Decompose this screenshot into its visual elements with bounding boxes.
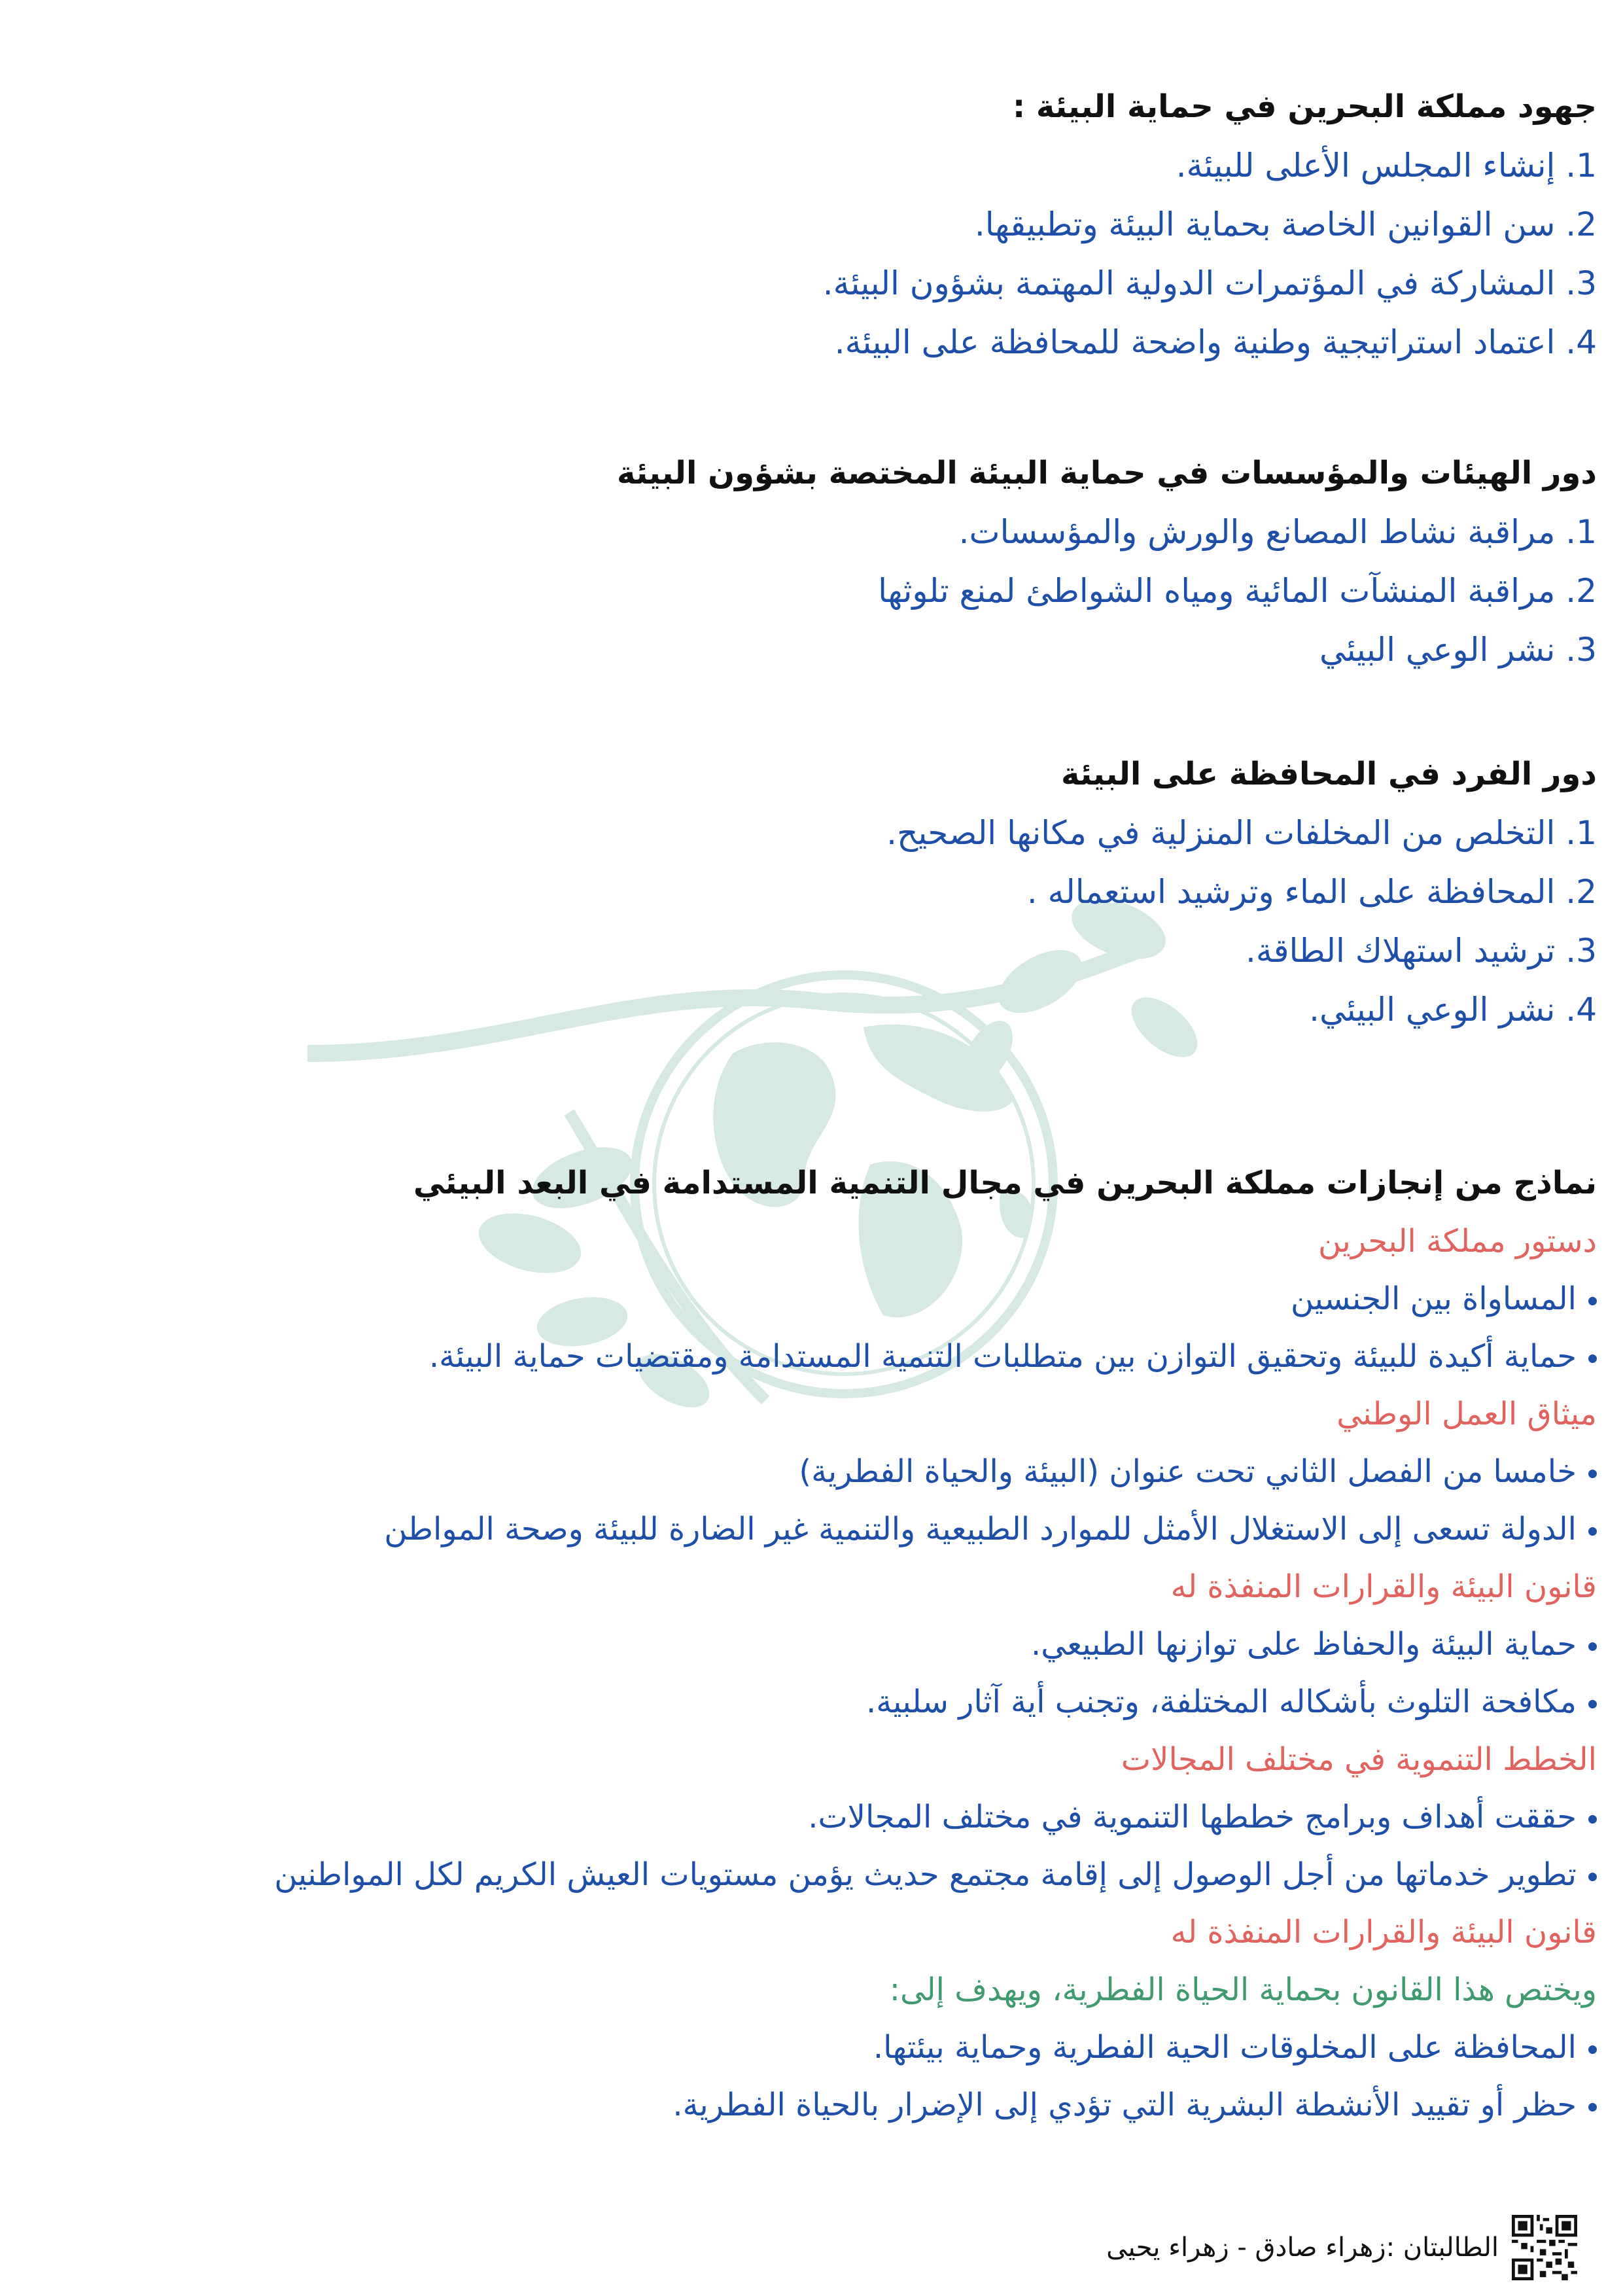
group-title: قانون البيئة والقرارات المنفذة له [1170, 1568, 1597, 1605]
section-heading: جهود مملكة البحرين في حماية البيئة : [1012, 88, 1597, 125]
list-item: 1. مراقبة نشاط المصانع والورش والمؤسسات. [958, 513, 1597, 551]
bullet-icon [1588, 1527, 1597, 1536]
section-bahrain-efforts [105, 77, 1597, 372]
bullet-icon [1588, 1297, 1597, 1305]
section-heading: دور الفرد في المحافظة على البيئة [1060, 756, 1597, 792]
section-institutions-role [105, 444, 1597, 679]
bullet-item [105, 1443, 1597, 1500]
bullet-item [105, 1270, 1597, 1328]
group-title: ميثاق العمل الوطني [1336, 1396, 1597, 1432]
bullet-text: حماية أكيدة للبيئة وتحقيق التوازن بين متطلبات التنمية المستدامة ومقتضيات حماية البيئة. [428, 1338, 1577, 1375]
list-item: 2. سن القوانين الخاصة بحماية البيئة وتطبيقها. [974, 205, 1597, 243]
list-item: 2. المحافظة على الماء وترشيد استعماله . [1026, 873, 1597, 911]
bullet-text: مكافحة التلوث بأشكاله المختلفة، وتجنب أية آثار سلبية. [865, 1684, 1577, 1720]
bullet-item [105, 1500, 1597, 1558]
list-item: 3. ترشيد استهلاك الطاقة. [1245, 932, 1597, 970]
section-achievements [105, 1154, 1597, 2134]
bullet-item [105, 1616, 1597, 1673]
bullet-item [105, 1846, 1597, 1903]
group-title: دستور مملكة البحرين [1318, 1223, 1597, 1260]
students-names: الطالبتان :زهراء صادق - زهراء يحيى [1106, 2233, 1499, 2263]
bullet-icon [1588, 1642, 1597, 1651]
bullet-icon [1588, 2045, 1597, 2054]
footer [1106, 2215, 1577, 2280]
document-content [105, 77, 1597, 2134]
bullet-icon [1588, 1354, 1597, 1363]
list-item: 3. نشر الوعي البيئي [1319, 631, 1597, 669]
section-heading: دور الهيئات والمؤسسات في حماية البيئة المختصة بشؤون البيئة [617, 455, 1597, 491]
bullet-text: المساواة بين الجنسين [1291, 1280, 1577, 1317]
group-title: الخطط التنموية في مختلف المجالات [1121, 1741, 1597, 1778]
bullet-text: حققت أهداف وبرامج خططها التنموية في مختلف المجالات. [808, 1799, 1577, 1835]
section-individual-role [105, 745, 1597, 1039]
list-item: 4. اعتماد استراتيجية وطنية واضحة للمحافظة على البيئة. [834, 323, 1597, 361]
bullet-text: تطوير خدماتها من أجل الوصول إلى إقامة مجتمع حديث يؤمن مستويات العيش الكريم لكل المواطنين [274, 1856, 1577, 1893]
bullet-item [105, 2076, 1597, 2134]
list-item: 1. التخلص من المخلفات المنزلية في مكانها الصحيح. [886, 814, 1597, 852]
list-item: 4. نشر الوعي البيئي. [1309, 991, 1597, 1029]
bullet-icon [1588, 1470, 1597, 1478]
list-item: 3. المشاركة في المؤتمرات الدولية المهتمة بشؤون البيئة. [822, 264, 1597, 302]
bullet-icon [1588, 2103, 1597, 2111]
bullet-text: المحافظة على المخلوقات الحية الفطرية وحماية بيئتها. [873, 2029, 1577, 2066]
bullet-icon [1588, 1700, 1597, 1708]
bullet-icon [1588, 1873, 1597, 1881]
group-title: قانون البيئة والقرارات المنفذة له [1170, 1914, 1597, 1951]
bullet-text: حظر أو تقييد الأنشطة البشرية التي تؤدي إلى الإضرار بالحياة الفطرية. [672, 2087, 1577, 2123]
bullet-icon [1588, 1815, 1597, 1824]
list-item: 2. مراقبة المنشآت المائية ومياه الشواطئ لمنع تلوثها [878, 572, 1597, 610]
bullet-text: الدولة تسعى إلى الاستغلال الأمثل للموارد الطبيعية والتنمية غير الضارة للبيئة وصحة المواطن [384, 1511, 1577, 1547]
group-note: ويختص هذا القانون بحماية الحياة الفطرية، ويهدف إلى: [889, 1971, 1597, 2008]
bullet-item [105, 1673, 1597, 1731]
bullet-item [105, 1788, 1597, 1846]
bullet-item [105, 1328, 1597, 1385]
list-item: 1. إنشاء المجلس الأعلى للبيئة. [1176, 147, 1597, 185]
bullet-text: خامسا من الفصل الثاني تحت عنوان (البيئة والحياة الفطرية) [799, 1453, 1577, 1490]
bullet-item [105, 2019, 1597, 2076]
bullet-text: حماية البيئة والحفاظ على توازنها الطبيعي. [1030, 1626, 1577, 1663]
qr-code-icon [1512, 2215, 1577, 2280]
section-heading: نماذج من إنجازات مملكة البحرين في مجال التنمية المستدامة في البعد البيئي [413, 1165, 1597, 1201]
